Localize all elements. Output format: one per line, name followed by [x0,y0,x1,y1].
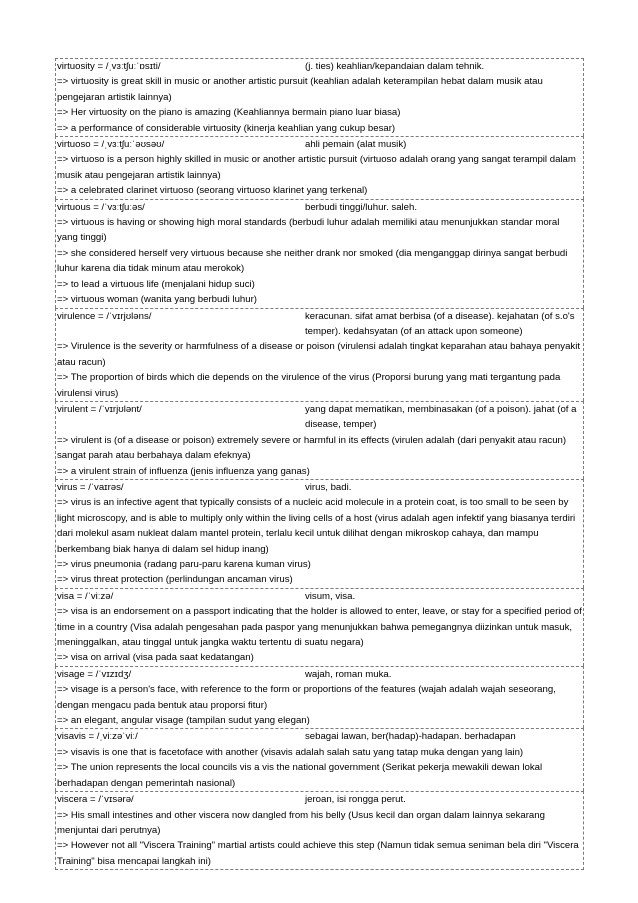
headword: virus = /ˈvaɪrəs/ [57,481,124,493]
entry-header [56,667,583,682]
example-line: => she considered herself very virtuous because she neither drank nor smoked (dia menganggap dirinya sangat berbudi luhur karena dia tidak minum atau merokok) [57,247,568,275]
translation: berbudi tinggi/luhur. saleh. [305,201,418,213]
dictionary-entry [55,666,584,729]
dictionary-entry [55,588,584,666]
translation: yang dapat mematikan, membinasakan (of a poison). jahat (of a disease, temper) [305,403,577,431]
example-line: => a celebrated clarinet virtuoso (seorang virtuoso klarinet yang terkenal) [57,185,368,197]
example-line: => visa on arrival (visa pada saat kedatangan) [57,652,254,664]
example-line: => virtuous is having or showing high moral standards (berbudi luhur adalah memiliki atau menunjukkan standar moral yang tinggi) [57,217,560,244]
example-line: => visavis is one that is facetoface with another (visavis adalah salah satu yang tatap muka dengan yang lain) [57,746,524,758]
entry-header [56,792,583,807]
entry-header [56,402,583,433]
translation: wajah, roman muka. [305,668,392,680]
entry-header [56,59,583,74]
example-line: => an elegant, angular visage (tampilan sudut yang elegan) [57,715,310,727]
example-line: => virtuoso is a person highly skilled in music or another artistic pursuit (virtuoso adalah orang yang sangat terampil dalam musik atau pengejaran artistik lainnya) [57,154,576,181]
entry-header [56,480,583,495]
translation: keracunan. sifat amat berbisa (of a disease). kejahatan (of s.o's temper). kedahsyatan (of an attack upon someone) [305,310,575,337]
dictionary-entry [55,728,584,791]
example-line: => virulent is (of a disease or poison) extremely severe or harmful in its effects (virulen adalah (dari penyakit atau racun) sangat parah atau berbahaya dalam efeknya) [57,434,567,462]
dictionary-sheet [55,58,584,870]
headword: visavis = /ˌviːzəˈviː/ [57,731,138,743]
example-line: => The union represents the local councils vis a vis the national government (Serikat pekerja mewakili dewan lokal berhadapan dengan pemerintah nasional) [57,762,543,789]
example-line: => virus pneumonia (radang paru-paru karena kuman virus) [57,559,311,570]
translation: virus, badi. [305,481,352,493]
example-line: => virus is an infective agent that typically consists of a nucleic acid molecule in a protein coat, is too small to be seen by light microscopy, and is able to multiply only within the living cells of a host (virus adalah agen infektif yang biasanya terdiri dari molekul asam nukleat dalam mantel protein, terlalu kecil untuk dilihat dengan mikroskop cahaya, dan mampu berkembang biak hanya di dalam sel hidup inang) [57,497,576,555]
dictionary-entry [55,791,584,870]
translation: visum, visa. [305,590,356,602]
example-line: => His small intestines and other viscera now dangled from his belly (Usus kecil dan organ dalam lainnya sekarang menjuntai dari perutnya) [57,809,545,836]
example-line: => a performance of considerable virtuosity (kinerja keahlian yang cukup besar) [57,122,396,134]
translation: jeroan, isi rongga perut. [305,794,406,806]
example-line: => to lead a virtuous life (menjalani hidup suci) [57,278,255,290]
example-line: => virtuous woman (wanita yang berbudi luhur) [57,294,257,306]
headword: virtuosity = /ˌvɜːtʃuːˈɒsɪti/ [57,61,161,72]
example-line: => visage is a person's face, with reference to the form or proportions of the features (wajah adalah wajah seseorang, dengan mengacu pada bentuk atau proporsi fitur) [57,684,556,711]
translation: sebagai lawan, ber(hadap)-hadapan. berhadapan [305,731,516,743]
dictionary-entry [55,199,584,308]
headword: visage = /ˈvɪzɪdʒ/ [57,668,132,680]
dictionary-entry [55,136,584,199]
translation: ahli pemain (alat musik) [305,139,407,151]
headword: viscera = /ˈvɪsərə/ [57,794,134,806]
dictionary-entry [55,58,584,136]
dictionary-entry [55,401,584,479]
headword: virtuous = /ˈvɜːtʃuːəs/ [57,201,145,213]
example-line: => virus threat protection (perlindungan ancaman virus) [57,574,293,586]
example-line: => However not all "Viscera Training" martial artists could achieve this step (Namun tidak semua seniman bela diri "Viscera Training" bisa mencapai langkah ini) [57,840,579,867]
entry-header [56,589,583,604]
entry-header [56,309,583,340]
headword: virtuoso = /ˌvɜːtʃuːˈəʊsəʊ/ [57,139,165,151]
headword: virulence = /ˈvɪrjʊləns/ [57,310,152,322]
example-line: => virtuosity is great skill in music or another artistic pursuit (keahlian adalah keterampilan hebat dalam musik atau pengejaran artistik lainnya) [57,76,543,103]
entry-header [56,729,583,744]
example-line: => The proportion of birds which die depends on the virulence of the virus (Proporsi burung yang mati tergantung pada virulensi virus) [57,372,561,399]
translation: (j. ties) keahlian/kepandaian dalam tehnik. [305,61,485,72]
example-line: => visa is an endorsement on a passport indicating that the holder is allowed to enter, leave, or stay for a specified period of time in a country (Visa adalah pengesahan pada paspor yang menunjukkan bahwa pemegangnya diizinkan untuk masuk, meninggalkan, atau tinggal untuk jangka waktu tertentu di suatu negara) [57,606,582,649]
headword: visa = /ˈviːzə/ [57,590,114,602]
example-line: => Her virtuosity on the piano is amazing (Keahliannya bermain piano luar biasa) [57,107,401,119]
entry-header [56,200,583,215]
dictionary-entry [55,308,584,401]
example-line: => a virulent strain of influenza (jenis influenza yang ganas) [57,465,310,477]
entry-header [56,137,583,152]
dictionary-entry [55,479,584,588]
headword: virulent = /ˈvɪrjʊlənt/ [57,403,142,415]
example-line: => Virulence is the severity or harmfulness of a disease or poison (virulensi adalah tingkat keparahan atau bahaya penyakit atau racun) [57,341,580,368]
